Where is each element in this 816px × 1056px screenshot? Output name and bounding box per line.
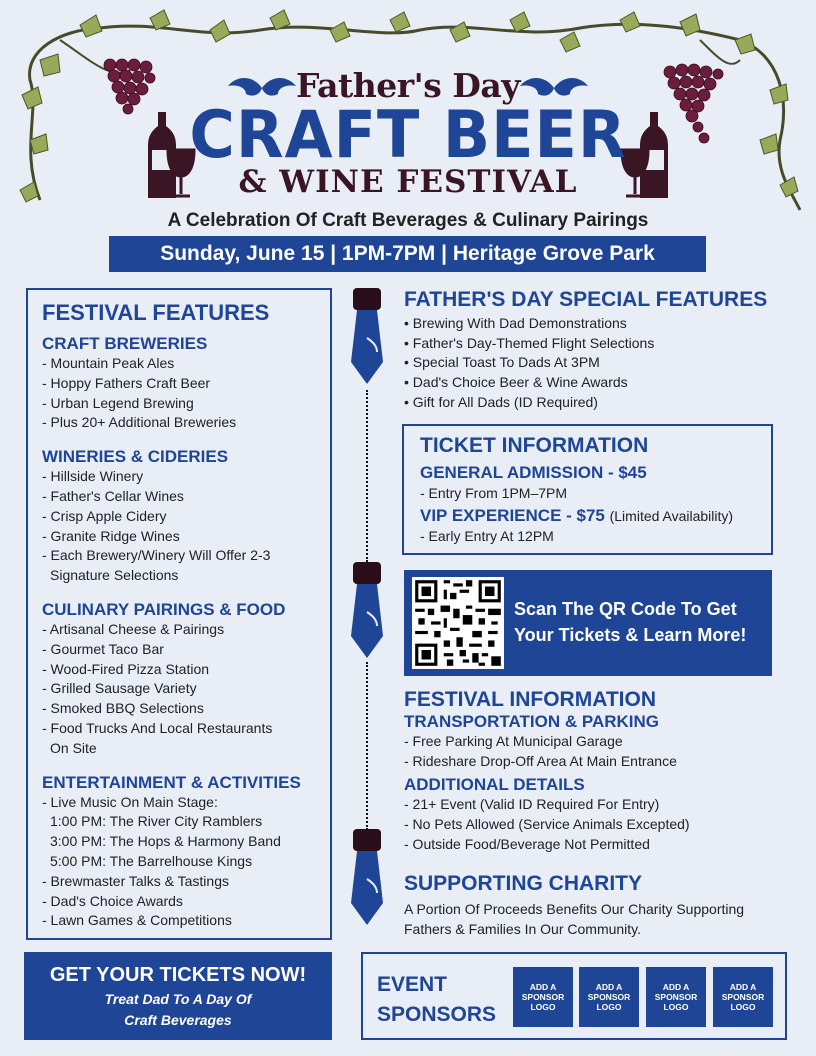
vip-note: (Limited Availability): [609, 508, 734, 524]
list-item: - No Pets Allowed (Service Animals Excepted): [404, 816, 690, 833]
title-craft-beer: CRAFT BEER: [189, 96, 627, 173]
list-item: • Special Toast To Dads At 3PM: [404, 354, 600, 371]
divider: [366, 390, 368, 562]
list-item: 3:00 PM: The Hops & Harmony Band: [50, 833, 281, 850]
sponsors-label-line: EVENT: [377, 973, 448, 996]
vip-detail: - Early Entry At 12PM: [420, 528, 554, 544]
list-item: • Father's Day-Themed Flight Selections: [404, 334, 655, 351]
list-item: - 21+ Event (Valid ID Required For Entry): [404, 796, 660, 813]
details-heading: ADDITIONAL DETAILS: [404, 775, 585, 795]
charity-text: [404, 900, 794, 939]
list-item: - Wood-Fired Pizza Station: [42, 660, 210, 677]
festival-features-heading: FESTIVAL FEATURES: [42, 300, 270, 325]
cta-heading: GET YOUR TICKETS NOW!: [49, 964, 307, 986]
sponsor-logo-placeholder[interactable]: ADD A SPONSOR LOGO: [513, 967, 573, 1027]
list-item: 1:00 PM: The River City Ramblers: [50, 813, 263, 830]
craft-breweries-heading: CRAFT BREWERIES: [42, 334, 208, 353]
list-item: - Artisanal Cheese & Pairings: [42, 620, 225, 637]
list-item: - Crisp Apple Cidery: [42, 507, 167, 524]
details-list: [404, 795, 794, 854]
wineries-heading: WINERIES & CIDERIES: [42, 447, 229, 467]
necktie-icon: [345, 828, 389, 930]
sponsor-logo-placeholder[interactable]: ADD A SPONSOR LOGO: [713, 967, 773, 1027]
qr-text-line: Your Tickets & Learn More!: [514, 625, 747, 645]
list-item: - Father's Cellar Wines: [42, 487, 184, 504]
ticket-heading: TICKET INFORMATION: [420, 434, 649, 457]
cta-line: Treat Dad To A Day Of: [104, 991, 252, 1007]
general-admission-label: GENERAL ADMISSION - $45: [420, 463, 647, 482]
craft-breweries-list: [42, 354, 316, 433]
special-features-section: [404, 288, 794, 413]
festival-info-section: [404, 688, 794, 855]
list-item: - Granite Ridge Wines: [42, 527, 180, 544]
ticket-info-box: [402, 424, 773, 555]
list-item: - Food Trucks And Local Restaurants: [42, 719, 273, 736]
list-item: • Brewing With Dad Demonstrations: [404, 315, 627, 331]
divider: [366, 662, 368, 830]
list-item: - Rideshare Drop-Off Area At Main Entrance: [404, 752, 677, 769]
vip-label: VIP EXPERIENCE - $75: [420, 506, 605, 525]
transport-list: [404, 732, 794, 771]
list-item: On Site: [50, 739, 97, 756]
tagline: A Celebration Of Craft Beverages & Culinary Pairings: [167, 210, 649, 231]
list-item: - Hillside Winery: [42, 468, 144, 485]
list-item: - Smoked BBQ Selections: [42, 700, 204, 717]
festival-features-panel: [26, 288, 332, 940]
list-item: - Urban Legend Brewing: [42, 394, 194, 411]
qr-code-icon[interactable]: [412, 577, 504, 669]
culinary-list: [42, 620, 316, 759]
qr-text-line: Scan The QR Code To Get: [514, 599, 737, 619]
vip-row: [420, 506, 755, 526]
date-bar: Sunday, June 15 | 1PM-7PM | Heritage Grove Park: [109, 236, 706, 272]
grape-cluster-icon: [104, 59, 155, 114]
list-item: - Outside Food/Beverage Not Permitted: [404, 835, 650, 852]
list-item: - Grilled Sausage Variety: [42, 680, 197, 697]
special-features-heading: FATHER'S DAY SPECIAL FEATURES: [404, 288, 768, 311]
sponsor-logo-placeholder[interactable]: ADD A SPONSOR LOGO: [646, 967, 706, 1027]
sponsors-label-line: SPONSORS: [377, 1003, 497, 1026]
transport-heading: TRANSPORTATION & PARKING: [404, 712, 659, 731]
list-item: 5:00 PM: The Barrelhouse Kings: [50, 852, 253, 869]
special-features-list: [404, 314, 794, 413]
necktie-icon: [345, 288, 389, 388]
charity-heading: SUPPORTING CHARITY: [404, 872, 643, 895]
title-wine-festival: & WINE FESTIVAL: [238, 164, 578, 200]
list-item: - Live Music On Main Stage:: [42, 793, 218, 810]
necktie-icon: [345, 562, 389, 662]
list-item: - Dad's Choice Awards: [42, 892, 183, 909]
list-item: - Free Parking At Municipal Garage: [404, 733, 623, 749]
list-item: - Plus 20+ Additional Breweries: [42, 414, 237, 431]
list-item: - Lawn Games & Competitions: [42, 912, 232, 929]
get-tickets-banner[interactable]: [24, 952, 332, 1040]
entertainment-heading: ENTERTAINMENT & ACTIVITIES: [42, 772, 301, 792]
list-item: - Hoppy Fathers Craft Beer: [42, 374, 211, 391]
list-item: - Gourmet Taco Bar: [42, 640, 164, 657]
sponsor-logo-placeholder[interactable]: ADD A SPONSOR LOGO: [579, 967, 639, 1027]
sponsors-box: [361, 952, 787, 1040]
list-item: • Dad's Choice Beer & Wine Awards: [404, 374, 628, 391]
list-item: Signature Selections: [50, 567, 179, 584]
qr-text: [514, 596, 764, 648]
entertainment-list: [42, 793, 316, 932]
general-admission-detail: - Entry From 1PM–7PM: [420, 485, 568, 501]
charity-section: [404, 872, 794, 939]
list-item: - Mountain Peak Ales: [42, 355, 175, 371]
qr-banner[interactable]: [404, 570, 772, 676]
sponsors-label: [377, 970, 496, 1030]
cta-line: Craft Beverages: [124, 1012, 232, 1028]
culinary-heading: CULINARY PAIRINGS & FOOD: [42, 599, 286, 619]
festival-info-heading: FESTIVAL INFORMATION: [404, 688, 656, 711]
list-item: - Each Brewery/Winery Will Offer 2-3: [42, 547, 271, 564]
charity-line: A Portion Of Proceeds Benefits Our Charity Supporting: [404, 901, 745, 917]
title-fathers-day: Father's Day: [296, 66, 520, 105]
list-item: - Brewmaster Talks & Tastings: [42, 872, 229, 889]
charity-line: Fathers & Families In Our Community.: [404, 920, 642, 937]
list-item: • Gift for All Dads (ID Required): [404, 393, 598, 410]
wineries-list: [42, 467, 316, 586]
